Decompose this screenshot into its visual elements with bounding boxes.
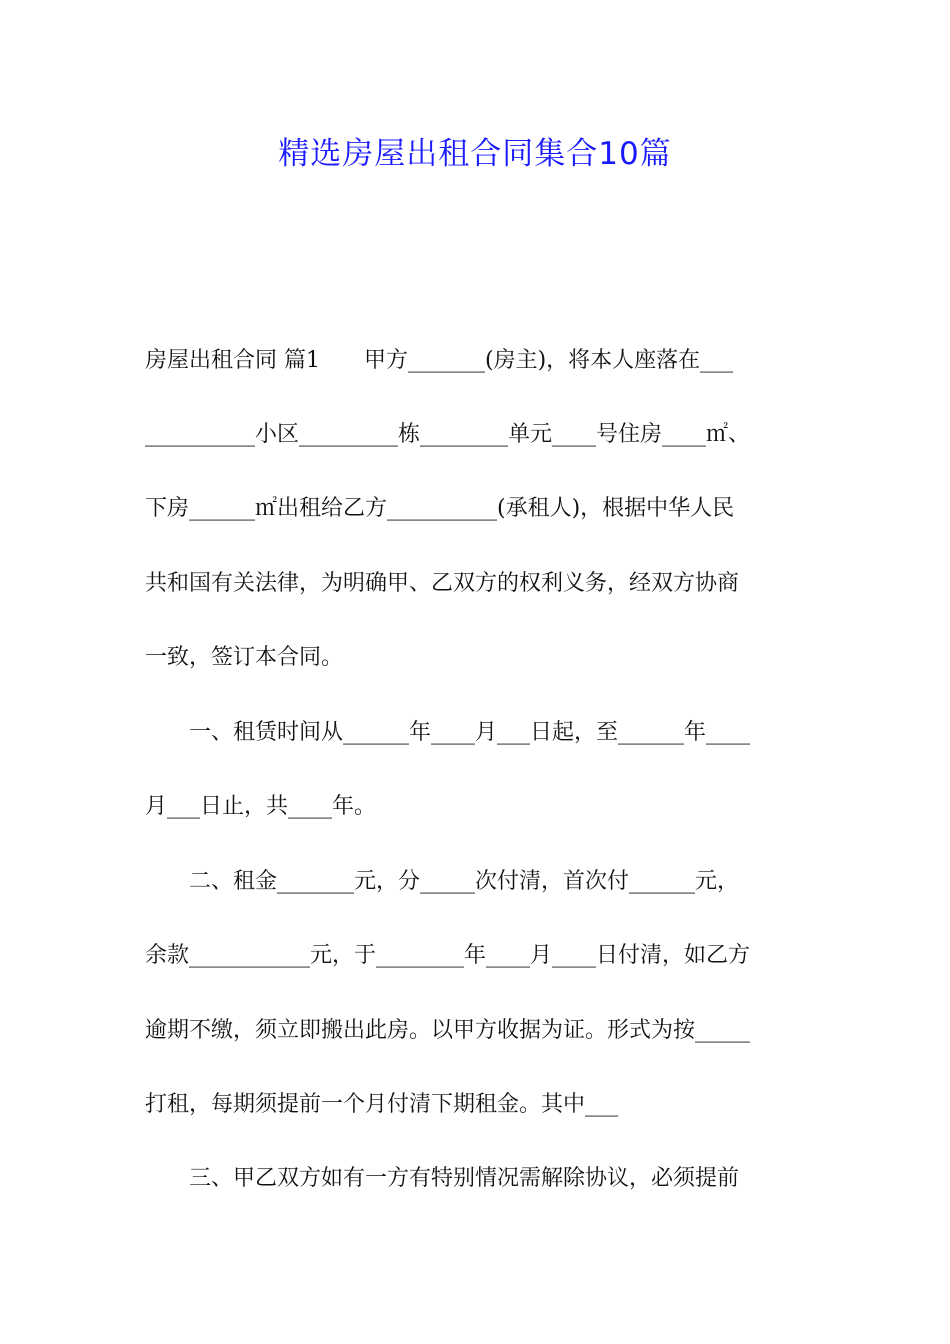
body-line: 月___日止，共____年。 — [145, 794, 377, 819]
body-line: 二、租金_______元，分_____次付清，首次付______元， — [145, 869, 740, 894]
body-line: 一、租赁时间从______年____月___日起，至______年____ — [145, 720, 751, 745]
body-line: __________小区_________栋________单元____号住房____㎡、 — [145, 422, 751, 447]
document-title: 精选房屋出租合同集合10篇 — [278, 136, 672, 172]
body-line: 房屋出租合同 篇1 甲方_______(房主)，将本人座落在___ — [145, 348, 734, 373]
body-line: 一致，签订本合同。 — [145, 645, 344, 670]
contract-body — [145, 0, 810, 1191]
body-line: 打租，每期须提前一个月付清下期租金。其中___ — [145, 1092, 619, 1117]
body-line: 下房______㎡出租给乙方__________(承租人)，根据中华人民 — [145, 496, 735, 521]
body-line: 逾期不缴，须立即搬出此房。以甲方收据为证。形式为按_____ — [145, 1018, 751, 1043]
body-line: 共和国有关法律，为明确甲、乙双方的权利义务，经双方协商 — [145, 571, 740, 596]
body-line: 三、甲乙双方如有一方有特别情况需解除协议，必须提前 — [145, 1166, 740, 1191]
body-line: 余款___________元，于________年____月____日付清，如乙方 — [145, 943, 751, 968]
